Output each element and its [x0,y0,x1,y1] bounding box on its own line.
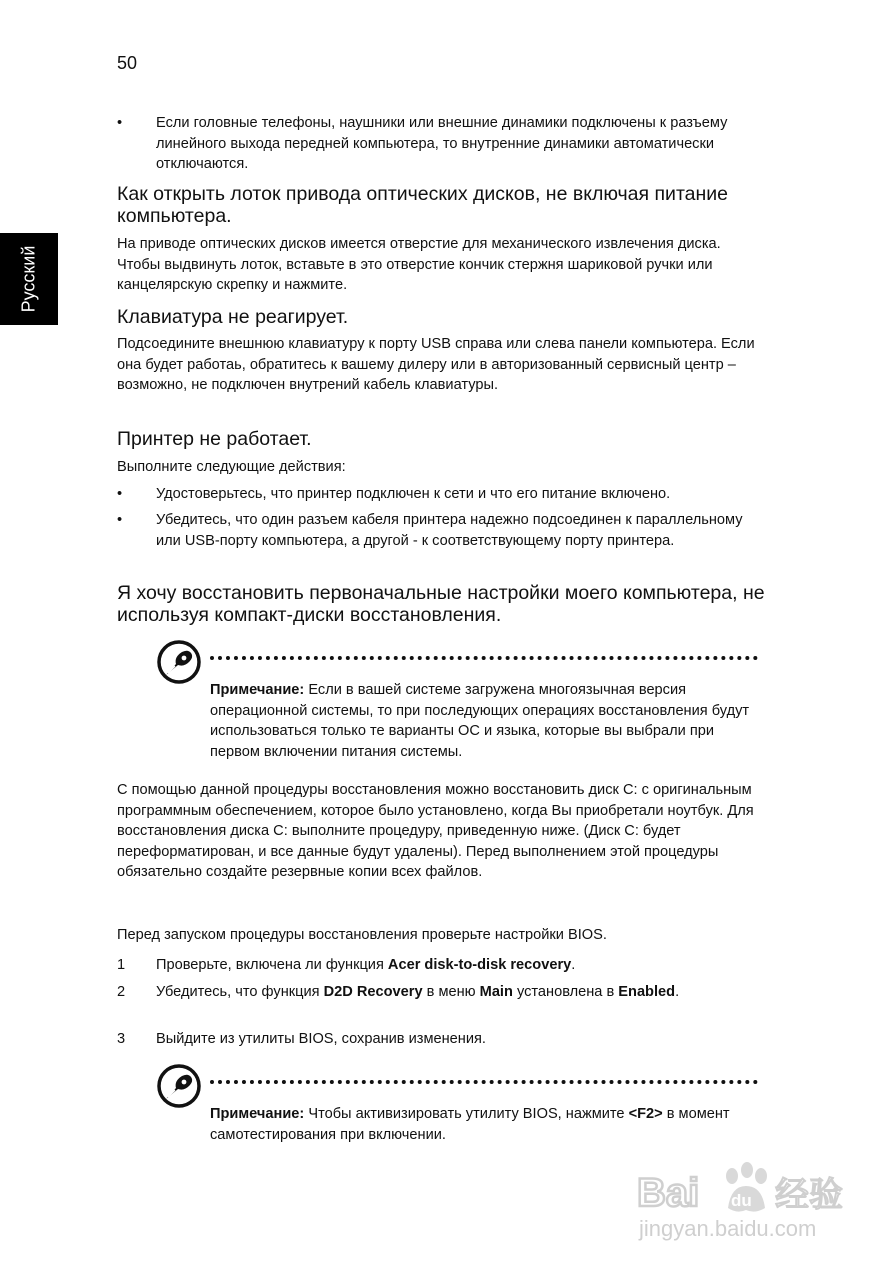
restore-paragraph: С помощью данной процедуры восстановления можно восстановить диск C: с оригинальным программным обеспечением, которое было установлено, когда Вы приобретали ноутбук. Для восстановления диска C: выполните процедуру, приведенную ниже. (Диск C: будет переформатирован, и все данные будут удалены). Перед выполнением этой процедуры обязательно создайте резервные копии всех файлов. [117,782,754,880]
printer-bullet-1: Удостоверьтесь, что принтер подключен к сети и что его питание включено. [156,486,671,502]
section-printer [117,428,767,478]
section-heading: Клавиатура не реагирует. [117,306,349,328]
section-text: Подсоедините внешнюю клавиатуру к порту USB справа или слева панели компьютера. Если она будет работаь, обратитесь к вашему дилеру или в авторизованный сервисный центр – возможно, не подключен внутрений кабель клавиатуры. [117,336,755,393]
note-label: Примечание: [210,682,305,698]
note-pen-icon [154,1061,204,1111]
svg-text:经验: 经验 [775,1175,843,1215]
section-keyboard [117,306,767,396]
printer-bullet-2: Убедитесь, что один разъем кабеля принтера надежно подсоединен к параллельному или USB-порту компьютера, а другой - к соответствующему порту принтера. [156,512,743,549]
note-pen-icon [154,637,204,687]
bullet-marker: • [117,115,123,131]
note-divider [210,1080,758,1084]
step-2-text: Убедитесь, что функция D2D Recovery в меню Main установлена в Enabled. [156,984,680,1000]
note-text [210,680,760,762]
svg-text:Bai: Bai [637,1171,700,1215]
step-number: 2 [117,984,126,1000]
note-label: Примечание: [210,1106,305,1122]
bios-check-paragraph: Перед запуском процедуры восстановления проверьте настройки BIOS. [117,927,607,943]
page-number: 50 [117,53,138,73]
section-heading: Я хочу восстановить первоначальные настройки моего компьютера, не используя компакт-диски восстановления. [117,582,765,626]
note-text: Примечание: Чтобы активизировать утилиту BIOS, нажмите <F2> в момент самотестирования при включении. [210,1106,730,1143]
svg-text:du: du [731,1191,752,1210]
section-intro: Выполните следующие действия: [117,459,346,475]
section-text: На приводе оптических дисков имеется отверстие для механического извлечения диска. Чтобы выдвинуть лоток, вставьте в это отверстие кончик стержня шариковой ручки или канцелярскую скрепку и нажмите. [117,236,721,293]
step-number: 3 [117,1031,126,1047]
section-optical-tray [117,183,767,296]
language-tab-label: Русский [18,245,39,313]
note-divider [210,656,758,660]
section-heading: Как открыть лоток привода оптических дисков, не включая питание компьютера. [117,183,729,227]
intro-bullet-text: Если головные телефоны, наушники или внешние динамики подключены к разъему линейного выхода передней компьютера, то внутренние динамики автоматически отключаются. [156,115,728,172]
note-body: Если в вашей системе загружена многоязычная версия операционной системы, то при последующих операциях восстановления будут использоваться только те варианты ОС и языка, которые вы выбрали при первом включении питания системы. [210,682,750,760]
step-1-text: Проверьте, включена ли функция Acer disk-to-disk recovery. [156,957,576,973]
baidu-watermark-logo [635,1150,865,1250]
bullet-marker: • [117,512,123,528]
section-heading: Принтер не работает. [117,428,312,450]
key-label: <F2> [628,1106,663,1122]
bullet-marker: • [117,486,123,502]
step-3-text: Выйдите из утилиты BIOS, сохранив изменения. [156,1031,486,1047]
language-side-tab [0,233,58,325]
section-restore [117,582,777,626]
step-number: 1 [117,957,126,973]
svg-text:jingyan.baidu.com: jingyan.baidu.com [639,1216,817,1241]
